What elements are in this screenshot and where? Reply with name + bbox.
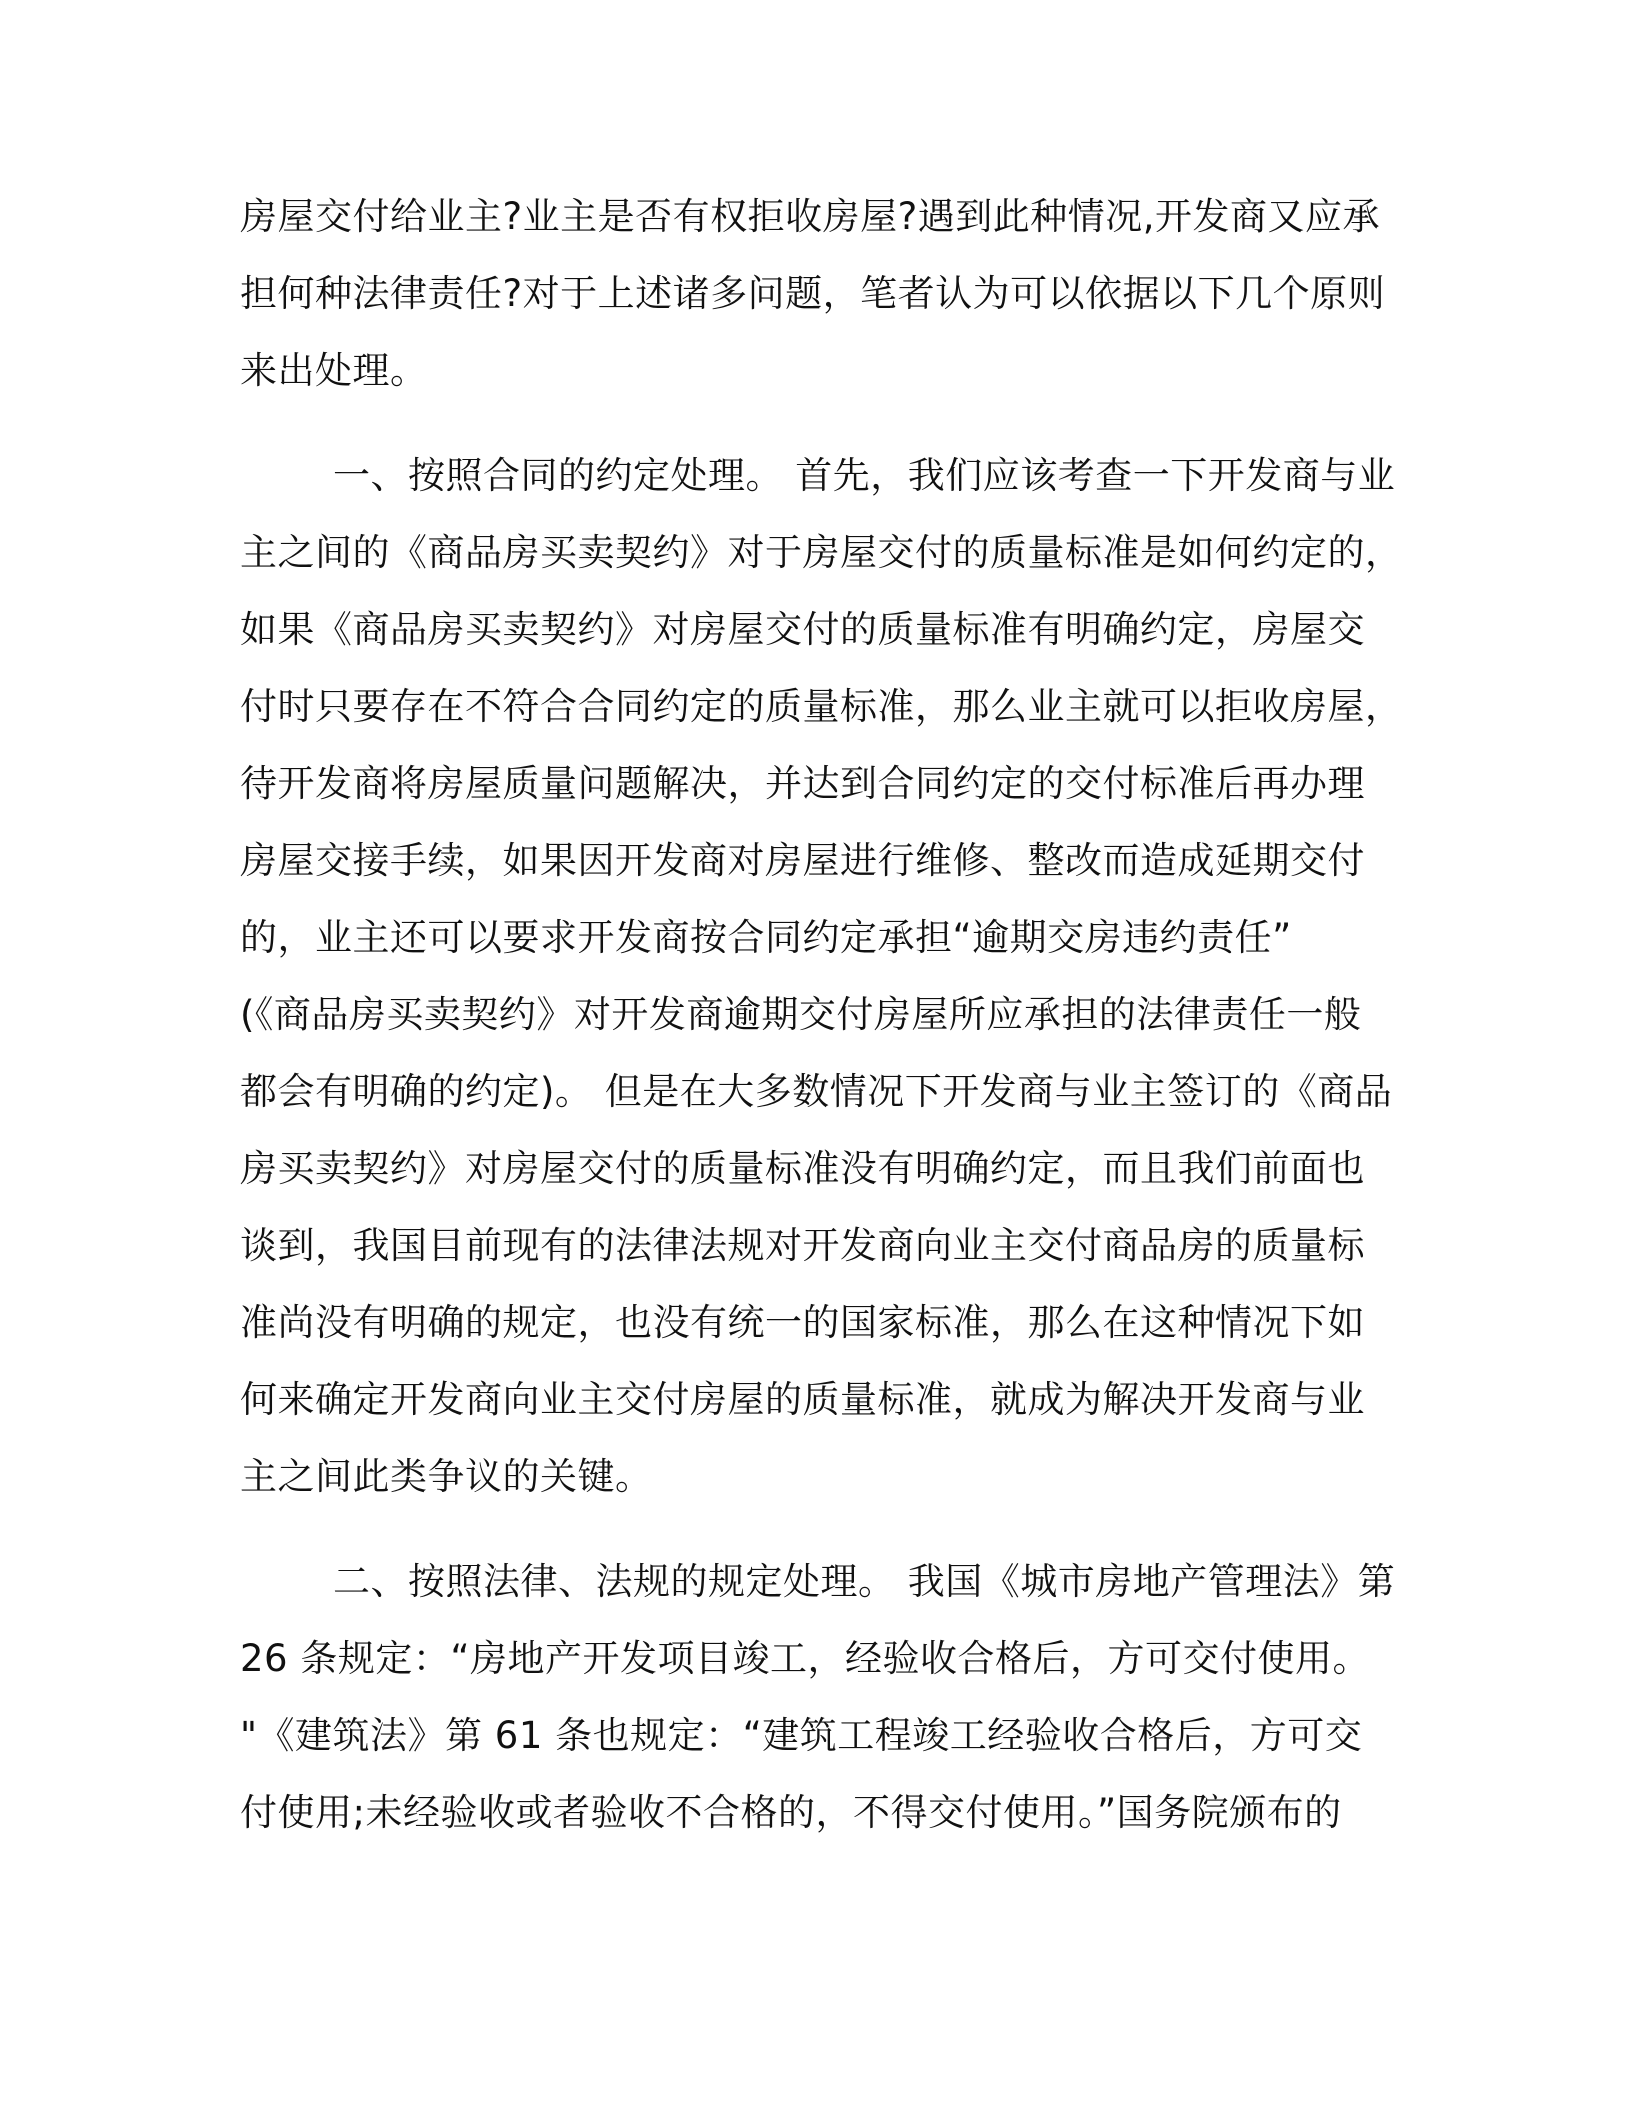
paragraph-one-line-6: 房屋交接手续，如果因开发商对房屋进行维修、整改而造成延期交付 bbox=[240, 839, 1365, 882]
paragraph-intro-line-3: 来出处理。 bbox=[240, 349, 428, 392]
paragraph-one-line-2: 主之间的《商品房买卖契约》对于房屋交付的质量标准是如何约定的， bbox=[240, 531, 1403, 574]
paragraph-one-line-13: 何来确定开发商向业主交付房屋的质量标准，就成为解决开发商与业 bbox=[240, 1378, 1365, 1421]
paragraph-intro-line-1: 房屋交付给业主?业主是否有权拒收房屋?遇到此种情况,开发商又应承 bbox=[240, 195, 1381, 238]
paragraph-one-line-12: 准尚没有明确的规定，也没有统一的国家标准，那么在这种情况下如 bbox=[240, 1301, 1365, 1344]
paragraph-one-line-3: 如果《商品房买卖契约》对房屋交付的质量标准有明确约定，房屋交 bbox=[240, 608, 1365, 651]
paragraph-intro-line-2: 担何种法律责任?对于上述诸多问题，笔者认为可以依据以下几个原则 bbox=[240, 272, 1386, 315]
paragraph-one-line-14: 主之间此类争议的关键。 bbox=[240, 1455, 653, 1498]
paragraph-one-line-11: 谈到，我国目前现有的法律法规对开发商向业主交付商品房的质量标 bbox=[240, 1224, 1365, 1267]
paragraph-two-line-3: "《建筑法》第 61 条也规定：“建筑工程竣工经验收合格后，方可交 bbox=[240, 1714, 1363, 1757]
paragraph-two-line-4: 付使用;未经验收或者验收不合格的，不得交付使用。”国务院颁布的 bbox=[240, 1791, 1342, 1834]
paragraph-one-line-10: 房买卖契约》对房屋交付的质量标准没有明确约定，而且我们前面也 bbox=[240, 1147, 1365, 1190]
paragraph-one-line-4: 付时只要存在不符合合同约定的质量标准，那么业主就可以拒收房屋， bbox=[240, 685, 1403, 728]
paragraph-one-line-1: 一、按照合同的约定处理。 首先，我们应该考查一下开发商与业 bbox=[333, 454, 1396, 497]
paragraph-two-line-2: 26 条规定：“房地产开发项目竣工，经验收合格后，方可交付使用。 bbox=[240, 1637, 1371, 1680]
paragraph-one-line-5: 待开发商将房屋质量问题解决，并达到合同约定的交付标准后再办理 bbox=[240, 762, 1365, 805]
paragraph-one-line-7: 的，业主还可以要求开发商按合同约定承担“逾期交房违约责任” bbox=[240, 916, 1292, 959]
paragraph-two-line-1: 二、按照法律、法规的规定处理。 我国《城市房地产管理法》第 bbox=[333, 1560, 1396, 1603]
paragraph-one-line-8: (《商品房买卖契约》对开发商逾期交付房屋所应承担的法律责任一般 bbox=[240, 993, 1362, 1036]
paragraph-one-line-9: 都会有明确的约定)。 但是在大多数情况下开发商与业主签订的《商品 bbox=[240, 1070, 1393, 1113]
